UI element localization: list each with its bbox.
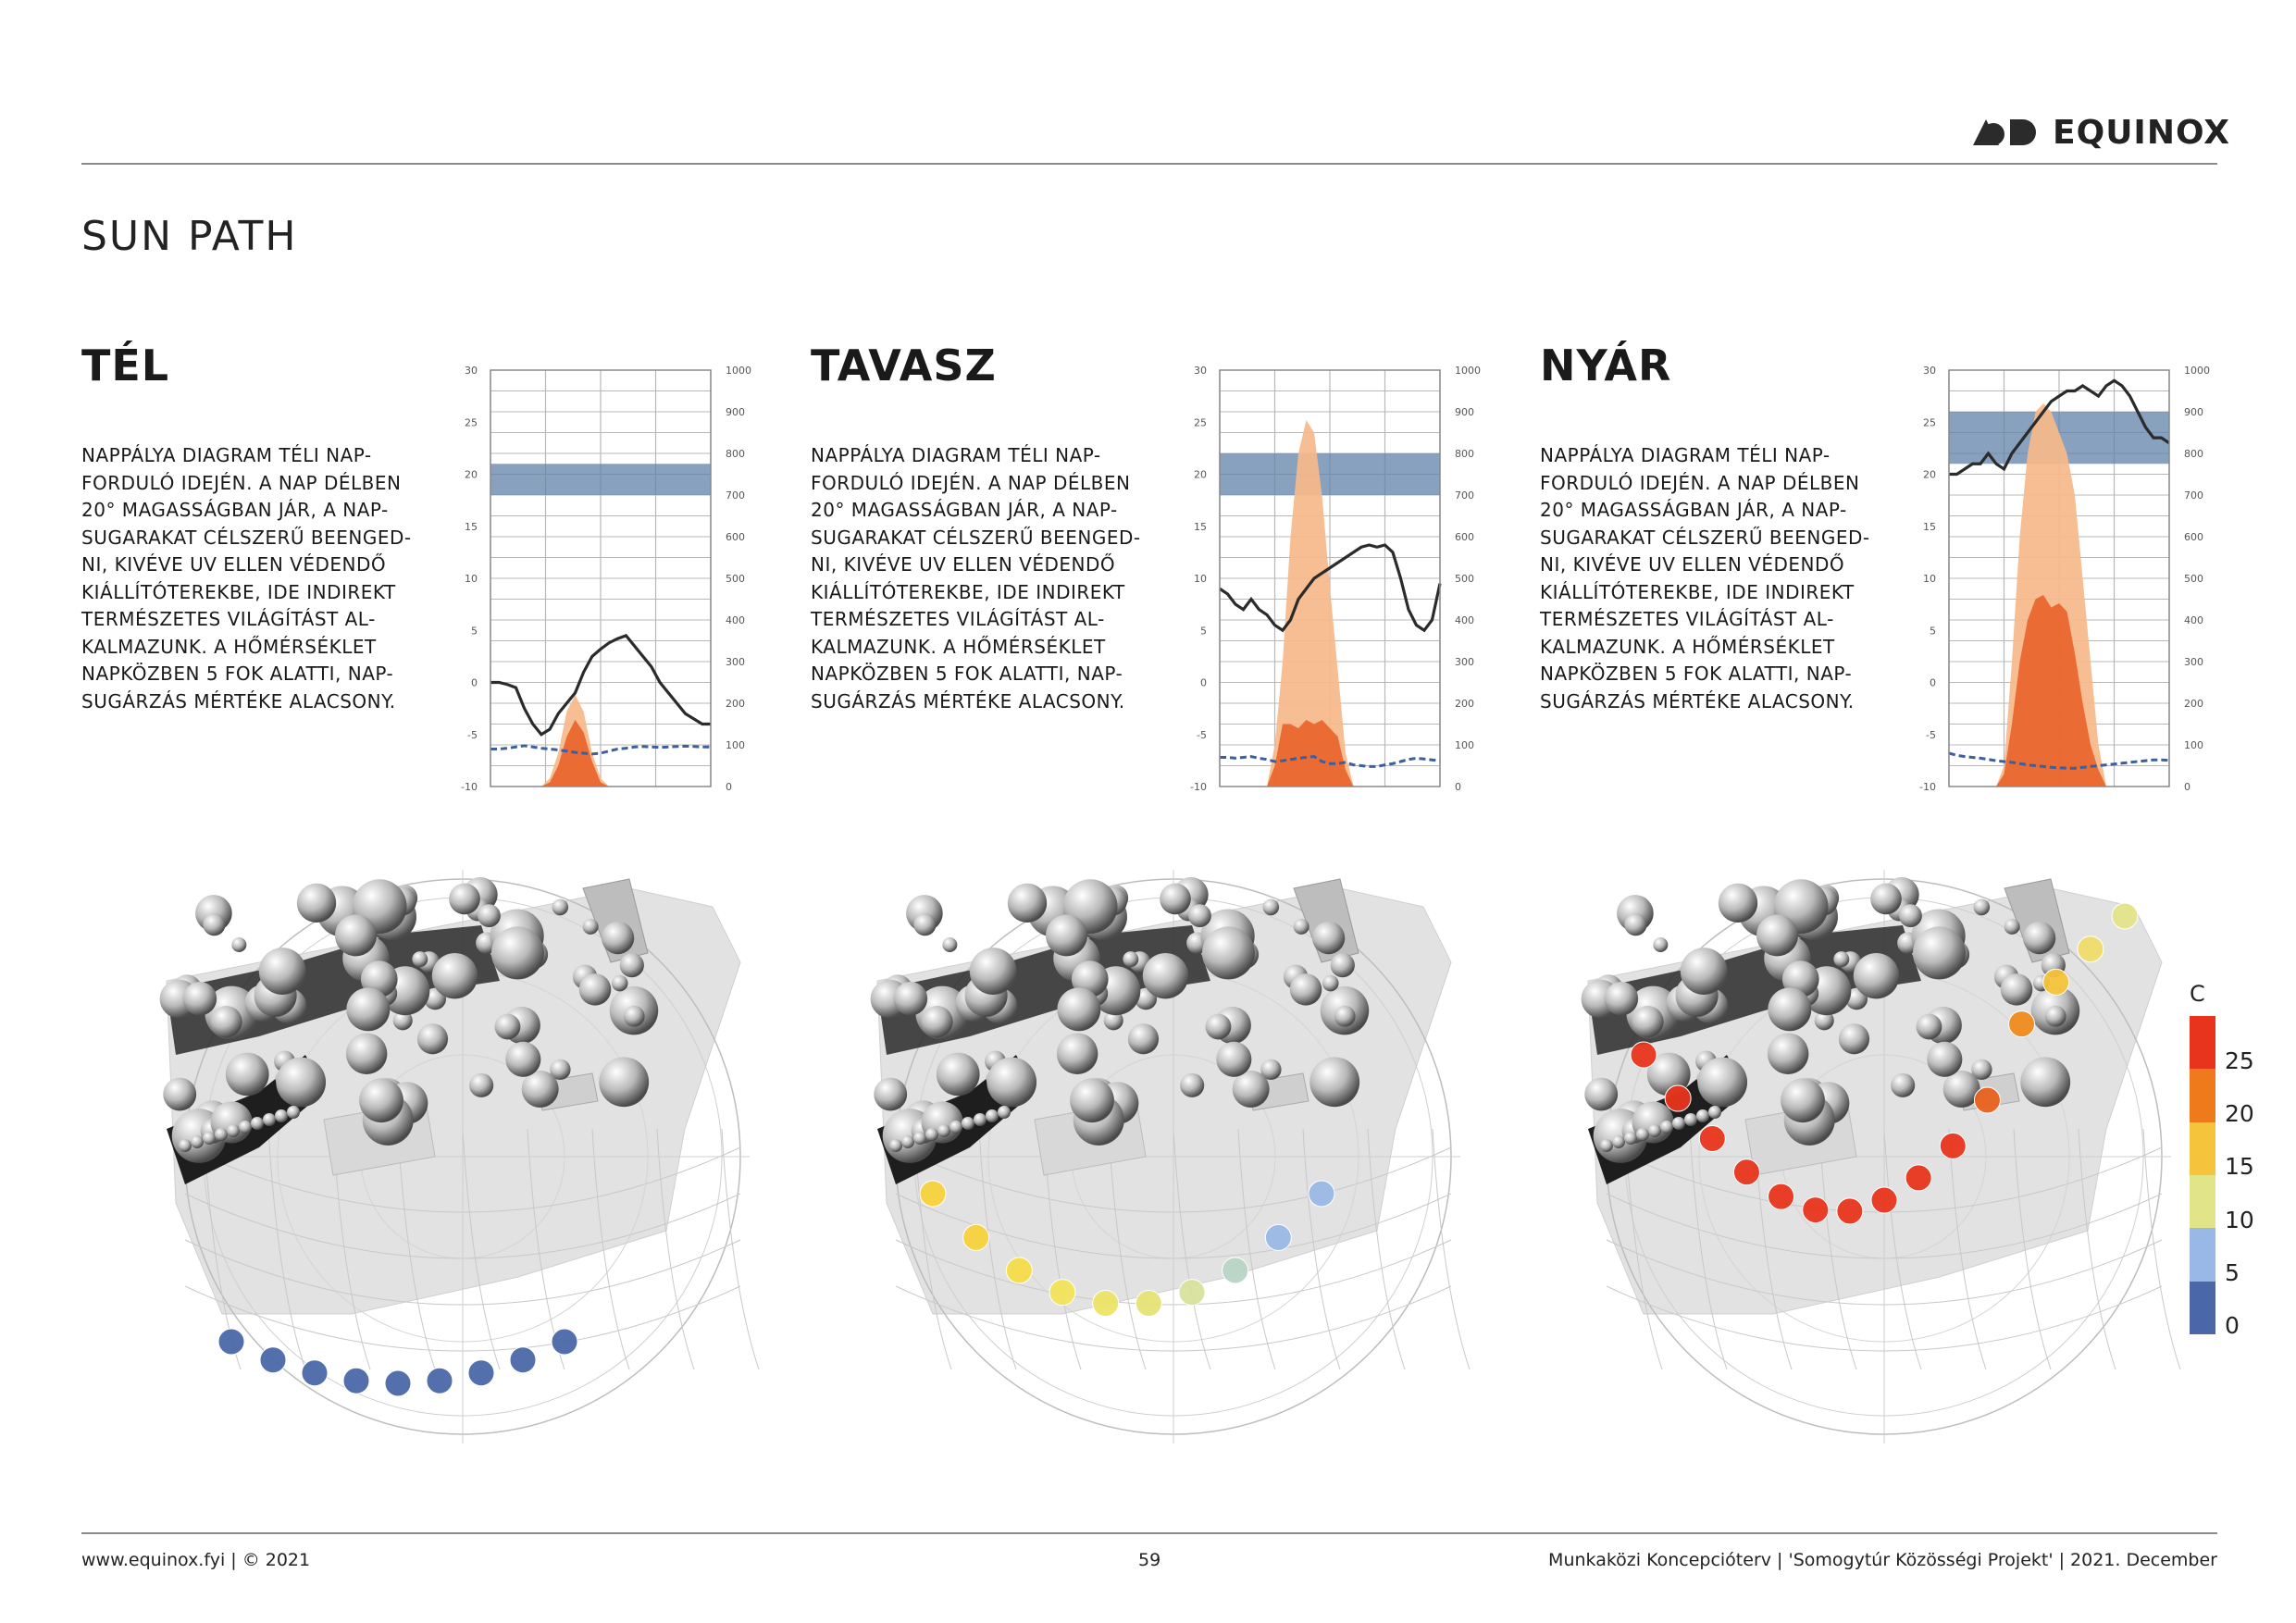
- tree: [970, 948, 1017, 995]
- tree: [231, 937, 246, 952]
- tree: [1216, 1042, 1251, 1077]
- y-right-tick-label: 300: [1455, 656, 1474, 668]
- y-left-tick-label: 0: [1930, 676, 1936, 689]
- legend-tick: 25: [2225, 1047, 2254, 1074]
- legend-swatch: [2190, 1175, 2215, 1228]
- comfort-band: [490, 464, 711, 495]
- tree: [1605, 982, 1639, 1016]
- tree: [417, 1023, 448, 1054]
- sun-position-marker: [260, 1347, 286, 1373]
- tree: [1870, 884, 1902, 915]
- legend-swatch: [2190, 1282, 2215, 1334]
- y-right-tick-label: 400: [1455, 614, 1474, 626]
- tree: [275, 1109, 288, 1122]
- tree: [1697, 1058, 1747, 1108]
- tree: [1128, 1023, 1159, 1054]
- tree: [1684, 1113, 1697, 1126]
- y-left-tick-label: 20: [1923, 468, 1936, 481]
- comfort-band: [1220, 453, 1440, 495]
- sun-position-marker: [1974, 1087, 2000, 1113]
- tree: [1899, 904, 1922, 927]
- y-right-tick-label: 700: [1455, 489, 1474, 502]
- tree: [469, 1073, 493, 1097]
- tree: [1188, 904, 1211, 927]
- tree: [1632, 1006, 1663, 1037]
- tree: [1202, 926, 1255, 979]
- y-right-tick-label: 300: [2184, 656, 2203, 668]
- tree: [276, 1058, 326, 1108]
- y-left-tick-label: 30: [1923, 365, 1936, 377]
- tree: [346, 987, 390, 1031]
- y-left-tick-label: 15: [465, 520, 478, 533]
- tree: [1624, 1132, 1637, 1145]
- tree: [1312, 922, 1345, 954]
- direct-radiation-area: [1220, 720, 1440, 787]
- y-right-tick-label: 600: [1455, 531, 1474, 543]
- y-left-tick-label: 25: [1194, 416, 1207, 429]
- sun-position-marker: [920, 1181, 946, 1207]
- y-left-tick-label: 15: [1194, 520, 1207, 533]
- sun-position-marker: [1803, 1197, 1829, 1223]
- tree: [346, 1033, 387, 1073]
- legend-tick: 20: [2225, 1100, 2254, 1127]
- footer-project-info: Munkaközi Koncepcióterv | 'Somogytúr Közösségi Projekt' | 2021. December: [1548, 1550, 2217, 1570]
- tree: [974, 1113, 987, 1126]
- tree: [179, 1139, 192, 1152]
- tree: [210, 1006, 242, 1037]
- tree: [1309, 1057, 1359, 1107]
- tree: [1123, 951, 1138, 967]
- tree: [1839, 1023, 1869, 1054]
- y-right-tick-label: 800: [2184, 448, 2203, 460]
- sun-position-marker: [1049, 1280, 1075, 1306]
- site-plan-winter: [148, 851, 796, 1471]
- tree: [203, 1132, 216, 1145]
- sun-position-marker: [1769, 1183, 1794, 1209]
- tree: [1696, 1109, 1709, 1122]
- sun-position-marker: [1631, 1042, 1657, 1068]
- sun-position-marker: [343, 1368, 369, 1394]
- tree: [2020, 1057, 2070, 1107]
- y-left-tick-label: 25: [1923, 416, 1936, 429]
- sun-position-marker: [385, 1370, 411, 1396]
- sun-position-marker: [1136, 1291, 1161, 1317]
- season-text-winter: NAPPÁLYA DIAGRAM TÉLI NAP- FORDULÓ IDEJÉN. A NAP DÉLBEN 20° MAGASSÁGBAN JÁR, A NAP- SUGARAKAT CÉLSZERŰ BEENGED- NI, KIVÉVE UV ELLEN VÉDENDŐ KIÁLLÍTÓTEREKBE, IDE INDIREKT TERMÉSZETES VILÁGÍTÁST AL- KALMAZUNK. A HŐMÉRSÉKLET NAPKÖZBEN 5 FOK ALATTI, NAP- SUGÁRZÁS MÉRTÉKE ALACSONY.: [81, 444, 412, 712]
- tree: [359, 1078, 403, 1122]
- tree: [203, 913, 225, 935]
- y-right-tick-label: 0: [1455, 781, 1461, 793]
- tree: [1636, 1128, 1649, 1141]
- tree: [1057, 1033, 1098, 1073]
- tree: [1653, 937, 1668, 952]
- legend-swatch: [2190, 1122, 2215, 1175]
- tree: [579, 973, 612, 1006]
- y-left-tick-label: 15: [1923, 520, 1936, 533]
- tree: [412, 951, 428, 967]
- tree: [612, 975, 628, 992]
- sun-position-marker: [510, 1347, 536, 1373]
- header-divider: [81, 163, 2217, 165]
- tree: [239, 1121, 252, 1134]
- tree: [505, 1042, 540, 1077]
- tree: [602, 922, 634, 954]
- page-title: SUN PATH: [81, 213, 298, 260]
- tree: [449, 884, 480, 915]
- y-left-tick-label: 30: [465, 365, 478, 377]
- tree: [1322, 975, 1339, 992]
- tree: [986, 1109, 999, 1122]
- y-left-tick-label: 5: [1200, 625, 1207, 638]
- tree: [1334, 1006, 1356, 1027]
- tree: [251, 1117, 264, 1130]
- tree: [1008, 884, 1047, 923]
- tree: [1290, 973, 1322, 1006]
- sun-position-marker: [2009, 1011, 2035, 1037]
- tree: [937, 1053, 980, 1096]
- y-right-tick-label: 100: [726, 739, 745, 751]
- tree: [1973, 899, 1990, 916]
- tree: [599, 1057, 649, 1107]
- tree: [962, 1117, 974, 1130]
- y-right-tick-label: 900: [726, 406, 745, 418]
- y-left-tick-label: -10: [461, 781, 478, 793]
- legend-title: C: [2190, 981, 2205, 1007]
- sun-position-marker: [2043, 969, 2069, 995]
- y-right-tick-label: 600: [726, 531, 745, 543]
- logo: [1969, 109, 2230, 155]
- equinox-logo-icon: [1969, 116, 2038, 149]
- y-right-tick-label: 100: [1455, 739, 1474, 751]
- tree: [889, 1139, 902, 1152]
- tree: [1070, 1078, 1114, 1122]
- season-text-summer: NAPPÁLYA DIAGRAM TÉLI NAP- FORDULÓ IDEJÉN. A NAP DÉLBEN 20° MAGASSÁGBAN JÁR, A NAP- SUGARAKAT CÉLSZERŰ BEENGED- NI, KIVÉVE UV ELLEN VÉDENDŐ KIÁLLÍTÓTEREKBE, IDE INDIREKT TERMÉSZETES VILÁGÍTÁST AL- KALMAZUNK. A HŐMÉRSÉKLET NAPKÖZBEN 5 FOK ALATTI, NAP- SUGÁRZÁS MÉRTÉKE ALACSONY.: [1540, 444, 1870, 712]
- y-right-tick-label: 700: [2184, 489, 2203, 502]
- tree: [1600, 1139, 1613, 1152]
- sun-position-marker: [552, 1329, 577, 1355]
- tree: [1143, 953, 1188, 998]
- sun-position-marker: [1871, 1187, 1897, 1213]
- tree: [2004, 919, 2020, 935]
- sun-position-marker: [1940, 1133, 1966, 1158]
- tree: [998, 1106, 1011, 1119]
- y-right-tick-label: 800: [1455, 448, 1474, 460]
- season-title-winter: TÉL: [81, 341, 170, 390]
- tree: [1768, 987, 1811, 1031]
- legend-tick: 5: [2225, 1259, 2240, 1286]
- y-right-tick-label: 500: [2184, 573, 2203, 585]
- climate-chart-spring: [1181, 357, 1486, 801]
- season-title-spring: TAVASZ: [811, 341, 997, 390]
- tree: [1294, 919, 1309, 935]
- sun-position-marker: [963, 1224, 989, 1250]
- sun-position-marker: [2078, 936, 2104, 962]
- footer-divider: [81, 1532, 2217, 1534]
- tree: [287, 1106, 300, 1119]
- legend-swatch: [2190, 1016, 2215, 1069]
- y-right-tick-label: 400: [726, 614, 745, 626]
- sun-position-marker: [218, 1329, 244, 1355]
- season-title-summer: NYÁR: [1540, 341, 1672, 390]
- tree: [1891, 1073, 1915, 1097]
- sun-position-marker: [427, 1368, 453, 1394]
- footer-website-link[interactable]: www.equinox.fyi | © 2021: [81, 1550, 311, 1570]
- tree: [942, 937, 957, 952]
- tree: [1160, 884, 1191, 915]
- sun-position-marker: [1905, 1165, 1931, 1191]
- tree: [1262, 899, 1279, 916]
- y-left-tick-label: -10: [1190, 781, 1207, 793]
- y-right-tick-label: 500: [1455, 573, 1474, 585]
- tree: [1833, 951, 1849, 967]
- tree: [624, 1006, 645, 1027]
- y-left-tick-label: 5: [471, 625, 478, 638]
- tree: [913, 1132, 926, 1145]
- sun-position-marker: [1006, 1258, 1032, 1283]
- tree: [925, 1128, 938, 1141]
- tree: [1917, 1014, 1942, 1040]
- tree: [226, 1053, 269, 1096]
- y-right-tick-label: 900: [1455, 406, 1474, 418]
- tree: [227, 1124, 240, 1137]
- y-right-tick-label: 200: [2184, 698, 2203, 710]
- tree: [491, 926, 544, 979]
- tree: [620, 953, 644, 977]
- tree: [1046, 914, 1087, 956]
- y-left-tick-label: 0: [471, 676, 478, 689]
- y-right-tick-label: 200: [726, 698, 745, 710]
- sun-position-marker: [1265, 1224, 1291, 1250]
- tree: [1624, 913, 1646, 935]
- y-right-tick-label: 400: [2184, 614, 2203, 626]
- sun-position-marker: [1309, 1181, 1334, 1207]
- tree: [1584, 1078, 1618, 1111]
- tree: [2001, 973, 2033, 1006]
- tree: [1660, 1121, 1673, 1134]
- climate-chart-summer: [1910, 357, 2215, 801]
- tree: [191, 1135, 204, 1148]
- tree: [1781, 1078, 1825, 1122]
- season-text-spring: NAPPÁLYA DIAGRAM TÉLI NAP- FORDULÓ IDEJÉN. A NAP DÉLBEN 20° MAGASSÁGBAN JÁR, A NAP- SUGARAKAT CÉLSZERŰ BEENGED- NI, KIVÉVE UV ELLEN VÉDENDŐ KIÁLLÍTÓTEREKBE, IDE INDIREKT TERMÉSZETES VILÁGÍTÁST AL- KALMAZUNK. A HŐMÉRSÉKLET NAPKÖZBEN 5 FOK ALATTI, NAP- SUGÁRZÁS MÉRTÉKE ALACSONY.: [811, 444, 1141, 712]
- y-right-tick-label: 900: [2184, 406, 2203, 418]
- tree: [1331, 953, 1355, 977]
- tree: [259, 948, 306, 995]
- y-left-tick-label: 30: [1194, 365, 1207, 377]
- legend-swatch: [2190, 1069, 2215, 1121]
- sun-position-marker: [1699, 1125, 1725, 1151]
- sun-position-marker: [1093, 1291, 1119, 1317]
- tree: [937, 1124, 950, 1137]
- y-left-tick-label: 10: [1194, 573, 1207, 585]
- sun-position-marker: [1222, 1258, 1248, 1283]
- sun-position-marker: [1179, 1280, 1205, 1306]
- y-right-tick-label: 300: [726, 656, 745, 668]
- tree: [1681, 948, 1728, 995]
- tree: [335, 914, 377, 956]
- legend-swatch: [2190, 1228, 2215, 1281]
- sun-position-marker: [468, 1360, 494, 1386]
- tree: [163, 1078, 196, 1111]
- climate-chart-winter: [452, 357, 757, 801]
- tree: [1672, 1117, 1685, 1130]
- tree: [1927, 1042, 1962, 1077]
- y-left-tick-label: 25: [465, 416, 478, 429]
- tree: [874, 1078, 907, 1111]
- tree: [432, 953, 478, 998]
- tree: [1854, 953, 1899, 998]
- y-left-tick-label: 10: [1923, 573, 1936, 585]
- y-left-tick-label: 20: [1194, 468, 1207, 481]
- temperature-legend-ticks: [2225, 1016, 2280, 1339]
- y-left-tick-label: 20: [465, 468, 478, 481]
- tree: [987, 1058, 1036, 1108]
- y-left-tick-label: 0: [1200, 676, 1207, 689]
- tree: [297, 884, 336, 923]
- site-plan-spring: [859, 851, 1507, 1471]
- legend-tick: 15: [2225, 1153, 2254, 1180]
- tree: [552, 899, 568, 916]
- y-left-tick-label: 5: [1930, 625, 1936, 638]
- tree: [1612, 1135, 1625, 1148]
- y-right-tick-label: 200: [1455, 698, 1474, 710]
- y-right-tick-label: 1000: [1455, 365, 1481, 377]
- y-right-tick-label: 0: [2184, 781, 2191, 793]
- y-right-tick-label: 1000: [2184, 365, 2210, 377]
- page-number: 59: [1138, 1550, 1161, 1570]
- tree: [183, 982, 217, 1016]
- tree: [949, 1121, 962, 1134]
- y-right-tick-label: 700: [726, 489, 745, 502]
- temperature-legend-bar: [2190, 1016, 2215, 1334]
- tree: [1913, 926, 1966, 979]
- y-right-tick-label: 800: [726, 448, 745, 460]
- tree: [1057, 987, 1100, 1031]
- y-left-tick-label: -5: [467, 728, 478, 741]
- y-left-tick-label: -5: [1197, 728, 1207, 741]
- y-left-tick-label: 10: [465, 573, 478, 585]
- y-left-tick-label: -10: [1919, 781, 1936, 793]
- tree: [2045, 1006, 2066, 1027]
- y-right-tick-label: 500: [726, 573, 745, 585]
- tree: [1719, 884, 1757, 923]
- sun-position-marker: [302, 1360, 328, 1386]
- sun-position-marker: [1733, 1159, 1759, 1185]
- tree: [921, 1006, 952, 1037]
- tree: [495, 1014, 521, 1040]
- y-right-tick-label: 1000: [726, 365, 751, 377]
- y-left-tick-label: -5: [1926, 728, 1936, 741]
- legend-tick: 0: [2225, 1312, 2240, 1339]
- tree: [913, 913, 936, 935]
- site-plan-summer: [1570, 851, 2217, 1471]
- tree: [1206, 1014, 1232, 1040]
- sun-position-marker: [1665, 1085, 1691, 1111]
- tree: [894, 982, 928, 1016]
- logo-text: EQUINOX: [2053, 113, 2231, 152]
- tree: [1180, 1073, 1204, 1097]
- tree: [1708, 1106, 1721, 1119]
- tree: [478, 904, 501, 927]
- tree: [2023, 922, 2055, 954]
- legend-tick: 10: [2225, 1207, 2254, 1233]
- sun-position-marker: [2112, 903, 2138, 929]
- tree: [263, 1113, 276, 1126]
- y-right-tick-label: 0: [726, 781, 732, 793]
- y-right-tick-label: 600: [2184, 531, 2203, 543]
- sun-position-marker: [1837, 1198, 1863, 1224]
- tree: [901, 1135, 914, 1148]
- tree: [1768, 1033, 1808, 1073]
- tree: [215, 1128, 228, 1141]
- tree: [583, 919, 599, 935]
- tree: [1756, 914, 1798, 956]
- tree: [1648, 1124, 1661, 1137]
- y-right-tick-label: 100: [2184, 739, 2203, 751]
